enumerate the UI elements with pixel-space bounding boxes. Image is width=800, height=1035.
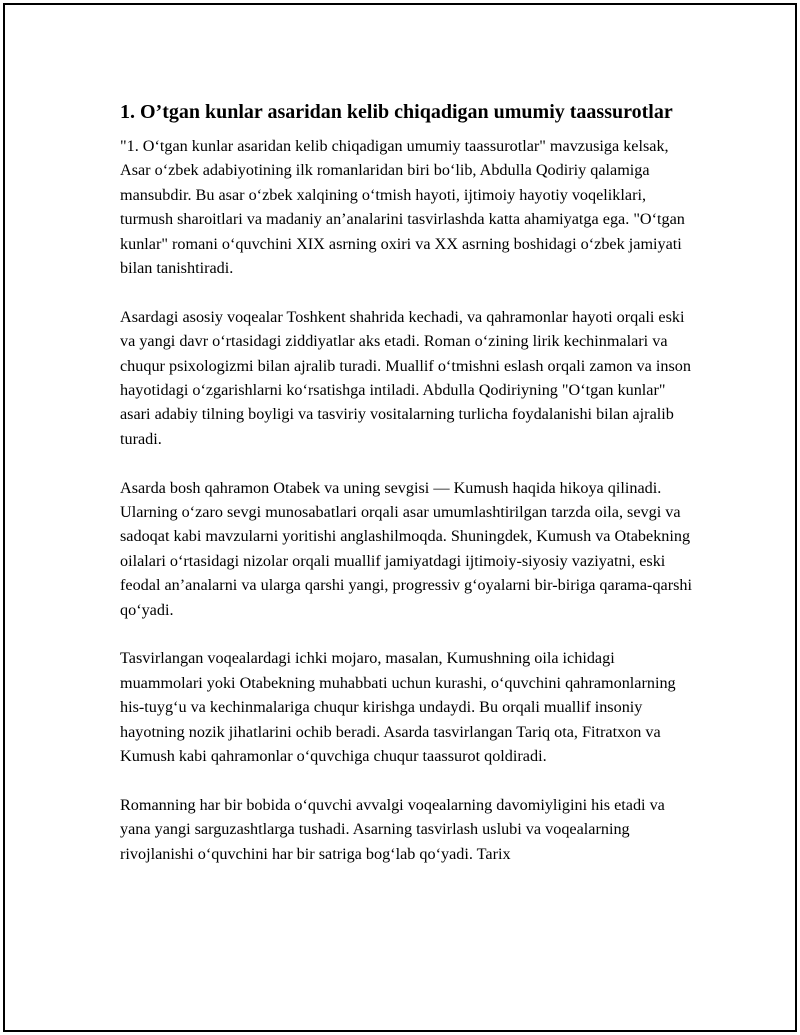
paragraph-4: Tasvirlangan voqealardagi ichki mojaro, masalan, Kumushning oila ichidagi muammolari yoki Otabekning muhabbati uchun kurashi, o‘quvchini qahramonlarning his-tuyg‘u va kechinmalariga chuqur kirishga undaydi. Bu orqali muallif insoniy hayotning nozik jihatlarini ochib beradi. Asarda tasvirlangan Tariq ota, Fitratxon va Kumush kabi qahramonlar o‘quvchiga chuqur taassurot qoldiradi.: [120, 649, 676, 766]
paragraph-1: "1. O‘tgan kunlar asaridan kelib chiqadigan umumiy taassurotlar" mavzusiga kelsak, Asar o‘zbek adabiyotining ilk romanlaridan biri bo‘lib, Abdulla Qodiriy qalamiga mansubdir. Bu asar o‘zbek xalqining o‘tmish hayoti, ijtimoiy hayotiy voqeliklari, turmush sharoitlari va madaniy an’analarini tasvirlashda katta ahamiyatga ega. "O‘tgan kunlar" romani o‘quvchini XIX asrning oxiri va XX asrning boshidagi o‘zbek jamiyati bilan tanishtiradi.: [120, 137, 685, 278]
paragraph-3: Asarda bosh qahramon Otabek va uning sevgisi — Kumush haqida hikoya qilinadi. Ularning o‘zaro sevgi munosabatlari orqali asar umumlashtirilgan tarzda oila, sevgi va sadoqat kabi mavzularni yoritishi anglashilmoqda. Shuningdek, Kumush va Otabekning oilalari o‘rtasidagi nizolar orqali muallif jamiyatdagi ijtimoiy-siyosiy vaziyatni, eski feodal an’analarni va ularga qarshi yangi, progressiv g‘oyalarni bir-biriga qarama-qarshi qo‘yadi.: [120, 478, 693, 619]
document-body: [120, 98, 695, 891]
section-title: 1. O’tgan kunlar asaridan kelib chiqadigan umumiy taassurotlar: [120, 101, 673, 123]
paragraph-5: Romanning har bir bobida o‘quvchi avvalgi voqealarning davomiyligini his etadi va yana yangi sarguzashtlarga tushadi. Asarning tasvirlash uslubi va voqealarning rivojlanishi o‘quvchini har bir satriga bog‘lab qo‘yadi. Tarix: [120, 795, 665, 863]
document-page: [3, 3, 797, 1032]
paragraph-2: Asardagi asosiy voqealar Toshkent shahrida kechadi, va qahramonlar hayoti orqali eski va yangi davr o‘rtasidagi ziddiyatlar aks etadi. Roman o‘zining lirik kechinmalari va chuqur psixologizmi bilan ajralib turadi. Muallif o‘tmishni eslash orqali zamon va inson hayotidagi o‘zgarishlarni ko‘rsatishga intiladi. Abdulla Qodiriyning "O‘tgan kunlar" asari adabiy tilning boyligi va tasviriy vositalarning turlicha foydalanishi bilan ajralib turadi.: [120, 307, 691, 448]
